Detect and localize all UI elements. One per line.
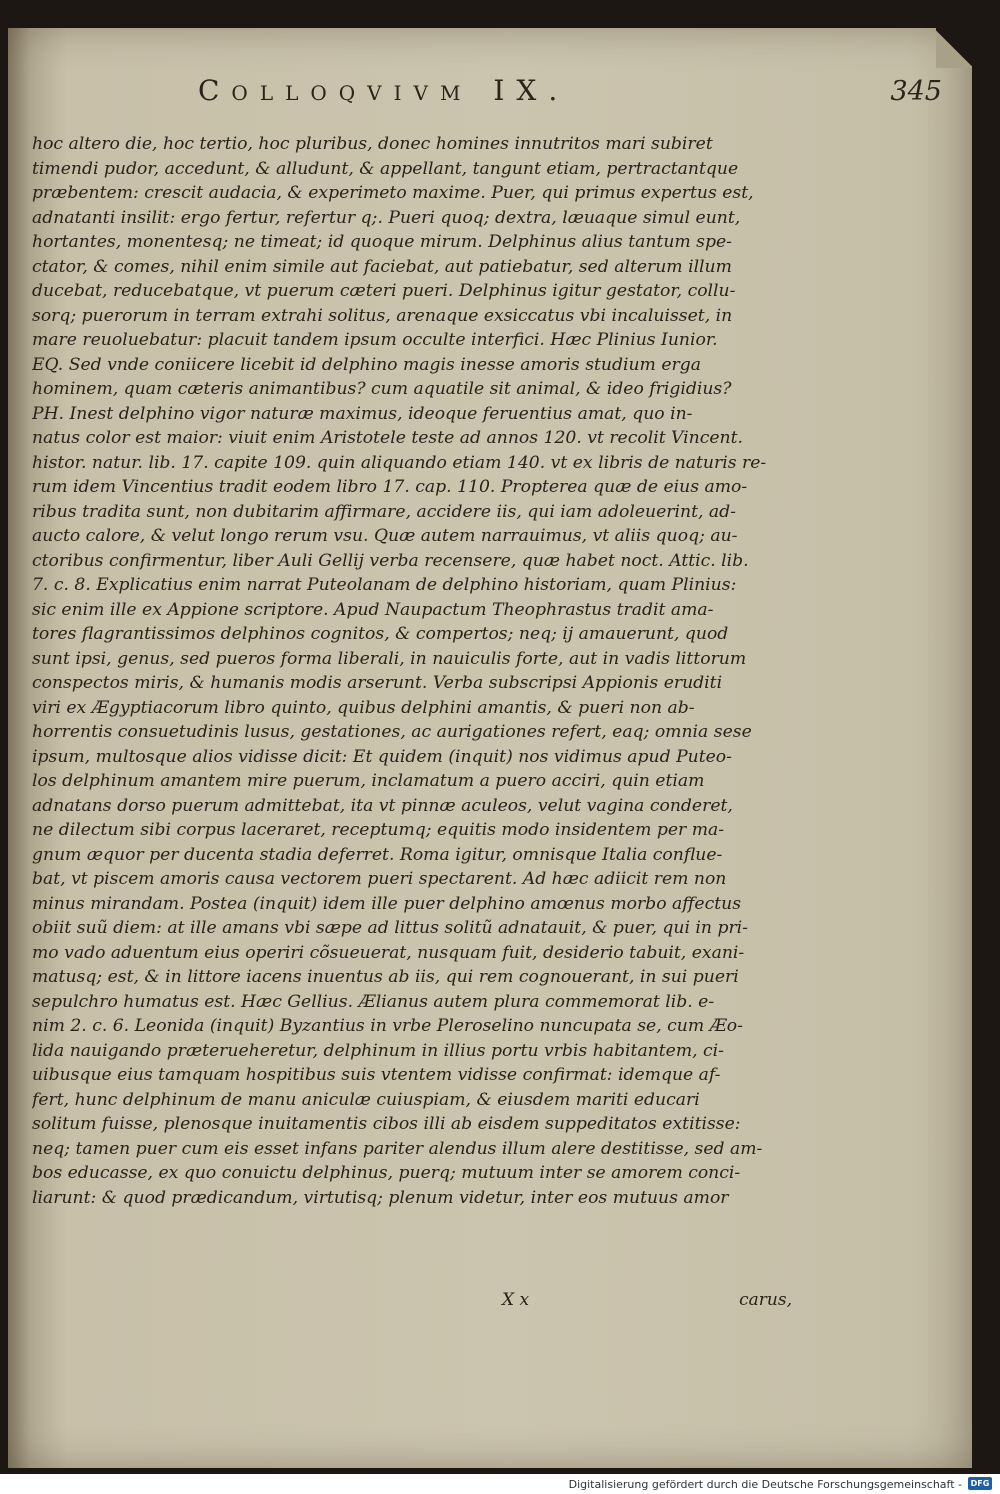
credit-text: Digitalisierung gefördert durch die Deutsche Forschungsgemeinschaft - xyxy=(568,1478,962,1491)
text-line: hoc altero die, hoc tertio, hoc pluribus, donec homines innutritos mari subiret xyxy=(32,134,713,154)
dfg-logo-icon: DFG xyxy=(968,1477,992,1490)
text-line: nim 2. c. 6. Leonida (inquit) Byzantius in vrbe Pleroselino nuncupata se, cum Æo- xyxy=(32,1016,743,1036)
page-header xyxy=(158,74,958,114)
text-line: hominem, quam cæteris animantibus? cum aquatile sit animal, & ideo frigidius? xyxy=(32,379,732,399)
text-line: ctator, & comes, nihil enim simile aut faciebat, aut patiebatur, sed alterum illum xyxy=(32,256,732,277)
text-line: præbentem: crescit audacia, & experimeto maxime. Puer, qui primus expertus est, xyxy=(32,183,754,203)
text-line: natus color est maior: viuit enim Aristotele teste ad annos 120. vt recolit Vincent. xyxy=(32,428,743,448)
text-line: viri ex Ægyptiacorum libro quinto, quibus delphini amantis, & pueri non ab- xyxy=(32,697,695,718)
text-line: liarunt: & quod prædicandum, virtutisq; plenum videtur, inter eos mutuus amor xyxy=(32,1187,729,1208)
text-line: aucto calore, & velut longo rerum vsu. Quæ autem narrauimus, vt aliis quoq; au- xyxy=(32,526,738,546)
text-line: obiit suũ diem: at ille amans vbi sæpe ad littus solitũ adnatauit, & puer, qui in pri- xyxy=(32,918,748,938)
text-line: rum idem Vincentius tradit eodem libro 17. cap. 110. Propterea quæ de eius amo- xyxy=(32,477,748,497)
text-line: adnatanti insilit: ergo fertur, refertur q;. Pueri quoq; dextra, læuaque simul eunt, xyxy=(32,207,741,228)
credit-bar xyxy=(0,1474,1000,1494)
text-line: hortantes, monentesq; ne timeat; id quoque mirum. Delphinus alius tantum spe- xyxy=(32,232,732,252)
text-line: bat, vt piscem amoris causa vectorem pueri spectarent. Ad hæc adiicit rem non xyxy=(32,869,727,889)
text-line: mare reuoluebatur: placuit tandem ipsum occulte interfici. Hæc Plinius Iunior. xyxy=(32,330,718,350)
text-line: uibusque eius tamquam hospitibus suis vtentem vidisse confirmat: idemque af- xyxy=(32,1065,721,1085)
text-line: neq; tamen puer cum eis esset infans pariter alendus illum alere destitisse, sed am- xyxy=(32,1138,763,1159)
text-line: los delphinum amantem mire puerum, inclamatum a puero acciri, quin etiam xyxy=(32,771,705,791)
text-line: gnum æquor per ducenta stadia deferret. Roma igitur, omnisque Italia confluе- xyxy=(32,844,723,865)
text-line: adnatans dorso puerum admittebat, ita vt pinnæ aculeos, velut vagina conderet, xyxy=(32,795,733,816)
catchword: carus, xyxy=(739,1290,792,1310)
text-line: ipsum, multosque alios vidisse dicit: Et quidem (inquit) nos vidimus apud Puteo- xyxy=(32,746,732,767)
text-line: solitum fuisse, plenosque inuitamentis cibos illi ab eisdem suppeditatos extitisse: xyxy=(32,1114,741,1134)
text-line: ctoribus confirmentur, liber Auli Gellij verba recensere, quæ habet noct. Attic. lib. xyxy=(32,550,749,571)
page-corner-fold xyxy=(936,28,972,68)
page-number: 345 xyxy=(890,76,942,107)
text-line: timendi pudor, accedunt, & alludunt, & appellant, tangunt etiam, pertractantque xyxy=(32,158,739,179)
text-line: sic enim ille ex Appione scriptore. Apud Naupactum Theophrastus tradit ama- xyxy=(32,599,714,620)
text-line: ribus tradita sunt, non dubitarim affirmare, accidere iis, qui iam adoleuerint, ad- xyxy=(32,501,736,522)
text-line: histor. natur. lib. 17. capite 109. quin aliquando etiam 140. vt ex libris de naturis re- xyxy=(32,452,767,473)
signature-mark: X x xyxy=(502,1290,530,1310)
book-page xyxy=(8,28,972,1468)
text-line: conspectos miris, & humanis modis arserunt. Verba subscripsi Appionis eruditi xyxy=(32,673,723,693)
text-line: sorq; puerorum in terram extrahi solitus, arenaque exsiccatus vbi incaluisset, in xyxy=(32,305,733,326)
page-footer xyxy=(32,1290,792,1318)
text-line: tores flagrantissimos delphinos cognitos, & compertos; neq; ij amauerunt, quod xyxy=(32,624,729,644)
text-line: sepulchro humatus est. Hæc Gellius. Ælianus autem plura commemorat lib. e- xyxy=(32,991,715,1012)
text-line: bos educasse, ex quo conuictu delphinus, puerq; mutuum inter se amorem conci- xyxy=(32,1163,741,1183)
text-line: lida nauigando præteruеheretur, delphinum in illius portu vrbis habitantem, ci- xyxy=(32,1040,724,1061)
text-line: ducebat, reducebatque, vt puerum cæteri pueri. Delphinus igitur gestator, collu- xyxy=(32,281,736,301)
text-line: minus mirandam. Postea (inquit) idem ille puer delphino amœnus morbo affectus xyxy=(32,893,742,914)
text-line: fert, hunc delphinum de manu aniculæ cuiuspiam, & eiusdem mariti educari xyxy=(32,1089,700,1110)
text-line: horrentis consuetudinis lusus, gestationes, ac aurigationes refert, eaq; omnia sese xyxy=(32,722,752,742)
body-text xyxy=(32,132,792,1210)
text-line: PH. Inest delphino vigor naturæ maximus, ideoque feruentius amat, quo in- xyxy=(32,403,693,424)
text-line: EQ. Sed vnde coniicere licebit id delphino magis inesse amoris studium erga xyxy=(32,354,701,375)
running-title: Colloqvivm IX. xyxy=(198,74,570,107)
text-line: matusq; est, & in littore iacens inuentus ab iis, qui rem cognouerant, in sui pueri xyxy=(32,967,739,987)
text-line: ne dilectum sibi corpus laceraret, receptumq; equitis modo insidentem per ma- xyxy=(32,820,725,840)
text-line: mo vado aduentum eius operiri cõsueuerat, nusquam fuit, desiderio tabuit, exani- xyxy=(32,942,745,963)
text-line: sunt ipsi, genus, sed pueros forma liberali, in nauiculis forte, aut in vadis littorum xyxy=(32,648,747,669)
text-line: 7. c. 8. Explicatius enim narrat Puteolanam de delphino historiam, quam Plinius: xyxy=(32,575,737,595)
